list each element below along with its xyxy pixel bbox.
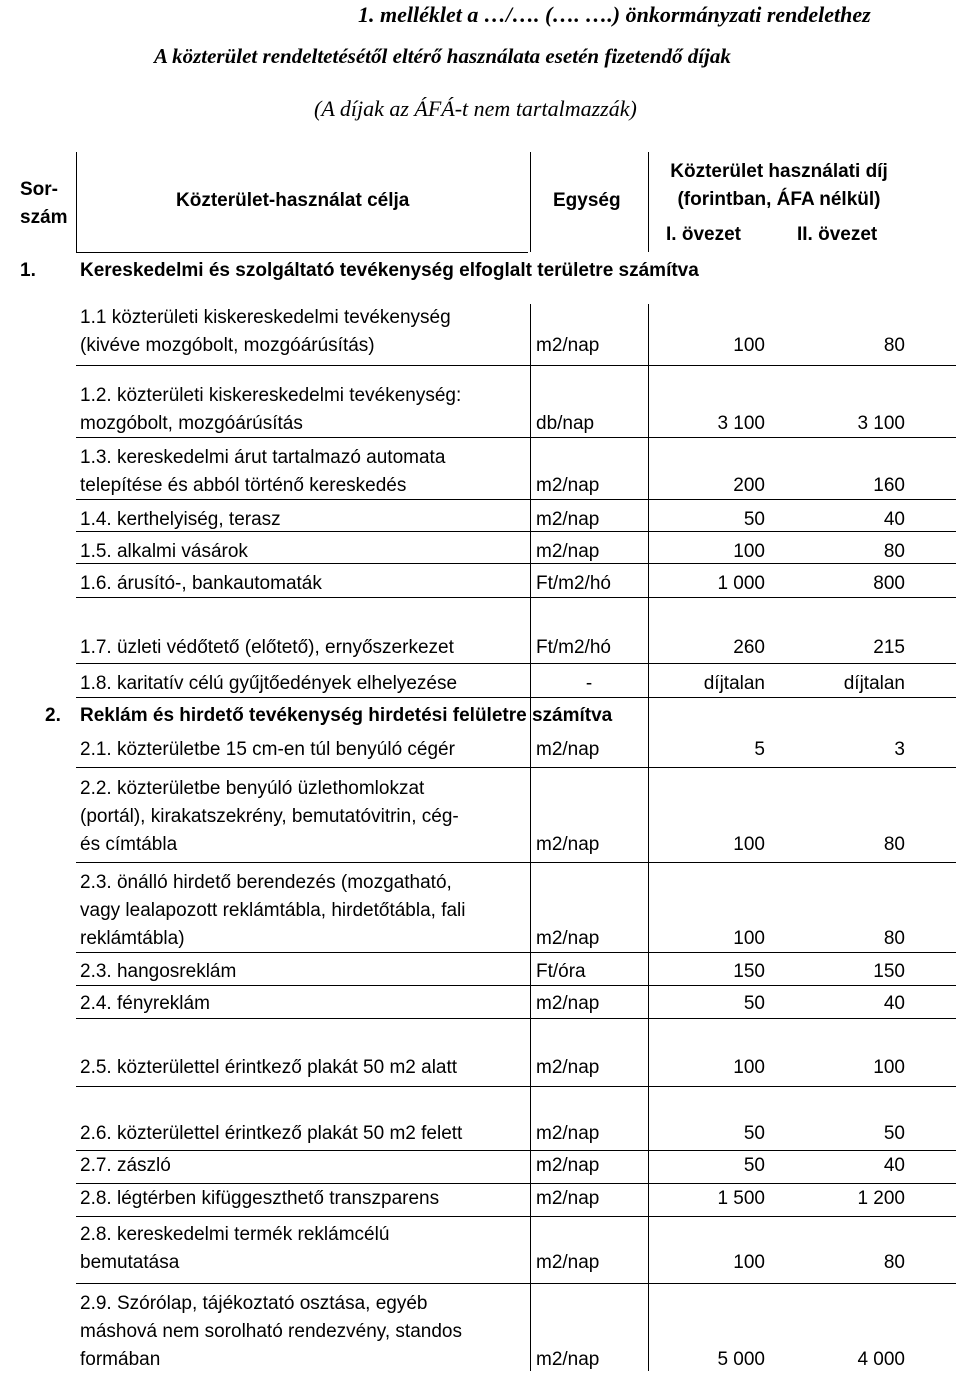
row-unit: db/nap <box>536 413 595 434</box>
row-purpose: 2.4. fényreklám <box>80 993 210 1014</box>
row-purpose: 2.3. önálló hirdető berendezés (mozgatható, vagy lealapozott reklámtábla, hirdetőtábla, fali reklámtábla) <box>80 872 466 949</box>
row-purpose: 1.1 közterületi kiskereskedelmi tevékenység (kivéve mozgóbolt, mozgóárúsítás) <box>80 307 451 356</box>
row-purpose: 2.6. közterülettel érintkező plakát 50 m2 felett <box>80 1123 463 1144</box>
row-fee-zone1: díjtalan <box>703 673 765 694</box>
row-fee-zone1: 1 500 <box>717 1188 765 1209</box>
row-fee-zone2: 80 <box>883 928 905 949</box>
row-fee-zone2: 100 <box>873 1057 905 1078</box>
header-sorszam: Sor- szám <box>20 179 68 228</box>
row-purpose: 2.7. zászló <box>80 1155 171 1176</box>
row-purpose: 1.8. karitatív célú gyűjtőedények elhelyezése <box>80 673 458 694</box>
annex-title: 1. melléklet a …/…. (…. ….) önkormányzati rendelethez <box>358 2 871 27</box>
row-fee-zone2: 40 <box>883 509 905 530</box>
row-unit: m2/nap <box>536 928 600 949</box>
row-divider <box>76 365 956 366</box>
row-unit: m2/nap <box>536 1188 600 1209</box>
row-unit: m2/nap <box>536 1349 600 1370</box>
section-divider <box>76 252 528 253</box>
row-divider <box>76 663 956 664</box>
document-title: A közterület rendeltetésétől eltérő használata esetén fizetendő díjak <box>154 44 731 68</box>
row-unit: m2/nap <box>536 1155 600 1176</box>
row-purpose: 1.3. kereskedelmi árut tartalmazó automata telepítése és abból történő kereskedés <box>80 447 446 496</box>
row-unit: Ft/m2/hó <box>536 637 611 658</box>
row-purpose: 2.9. Szórólap, tájékoztató osztása, egyéb máshová nem sorolható rendezvény, standos formában <box>80 1293 462 1370</box>
row-unit: m2/nap <box>536 1123 600 1144</box>
row-unit: Ft/óra <box>536 961 586 982</box>
row-fee-zone2: 80 <box>883 541 905 562</box>
row-fee-zone1: 3 100 <box>717 413 765 434</box>
row-fee-zone1: 100 <box>733 1252 765 1273</box>
header-divider <box>76 152 77 252</box>
header-zone2: II. övezet <box>797 224 878 245</box>
row-unit: m2/nap <box>536 1057 600 1078</box>
row-divider <box>76 1018 956 1019</box>
row-fee-zone1: 100 <box>733 1057 765 1078</box>
row-fee-zone2: 160 <box>873 475 905 496</box>
row-fee-zone1: 50 <box>743 509 765 530</box>
row-fee-zone2: 800 <box>873 573 905 594</box>
row-fee-zone2: 80 <box>883 335 905 356</box>
section-1-title: Kereskedelmi és szolgáltató tevékenység elfoglalt területre számítva <box>80 260 699 281</box>
row-purpose: 2.2. közterületbe benyúló üzlethomlokzat (portál), kirakatszekrény, bemutatóvitrin, cég- és címtábla <box>80 778 459 855</box>
row-purpose: 2.8. kereskedelmi termék reklámcélú bemutatása <box>80 1224 390 1273</box>
row-fee-zone2: díjtalan <box>843 673 905 694</box>
row-fee-zone2: 3 <box>894 739 905 760</box>
row-purpose: 2.1. közterületbe 15 cm-en túl benyúló cégér <box>80 739 455 760</box>
row-fee-zone2: 1 200 <box>857 1188 905 1209</box>
row-purpose: 2.3. hangosreklám <box>80 961 237 982</box>
section-1-number: 1. <box>20 260 36 281</box>
header-purpose: Közterület-használat célja <box>176 190 410 211</box>
row-unit: - <box>585 673 593 694</box>
section-2-number: 2. <box>45 705 61 726</box>
row-fee-zone1: 1 000 <box>717 573 765 594</box>
row-fee-zone2: 215 <box>873 637 905 658</box>
header-unit: Egység <box>553 190 621 211</box>
row-purpose: 1.6. árusító-, bankautomaták <box>80 573 322 594</box>
row-divider <box>76 1150 956 1151</box>
row-fee-zone1: 5 000 <box>717 1349 765 1370</box>
row-fee-zone2: 40 <box>883 1155 905 1176</box>
row-fee-zone1: 150 <box>733 961 765 982</box>
row-unit: m2/nap <box>536 475 600 496</box>
row-unit: m2/nap <box>536 541 600 562</box>
row-fee-zone1: 100 <box>733 834 765 855</box>
row-unit: m2/nap <box>536 739 600 760</box>
row-fee-zone1: 5 <box>754 739 765 760</box>
row-purpose: 2.5. közterülettel érintkező plakát 50 m2 alatt <box>80 1057 458 1078</box>
row-fee-zone2: 80 <box>883 834 905 855</box>
row-fee-zone2: 3 100 <box>857 413 905 434</box>
row-divider <box>76 862 956 863</box>
row-fee-zone2: 4 000 <box>857 1349 905 1370</box>
row-fee-zone1: 200 <box>733 475 765 496</box>
header-fee: Közterület használati díj (forintban, ÁFA nélkül) <box>670 161 888 210</box>
row-unit: m2/nap <box>536 335 600 356</box>
row-purpose: 1.2. közterületi kiskereskedelmi tevékenység: mozgóbolt, mozgóárúsítás <box>80 385 462 434</box>
row-fee-zone1: 100 <box>733 541 765 562</box>
row-divider <box>76 767 956 768</box>
row-divider <box>76 1086 956 1087</box>
row-divider <box>76 1283 956 1284</box>
header-divider <box>530 152 531 252</box>
vat-note: (A díjak az ÁFÁ-t nem tartalmazzák) <box>314 96 637 121</box>
row-fee-zone2: 150 <box>873 961 905 982</box>
row-divider <box>76 1216 956 1217</box>
row-fee-zone1: 50 <box>743 1123 765 1144</box>
row-unit: m2/nap <box>536 993 600 1014</box>
section-2-title: Reklám és hirdető tevékenység hirdetési felületre számítva <box>80 705 613 726</box>
row-divider <box>76 1183 956 1184</box>
row-fee-zone1: 50 <box>743 993 765 1014</box>
row-unit: m2/nap <box>536 834 600 855</box>
row-fee-zone1: 100 <box>733 928 765 949</box>
row-fee-zone1: 50 <box>743 1155 765 1176</box>
row-fee-zone2: 40 <box>883 993 905 1014</box>
row-fee-zone2: 80 <box>883 1252 905 1273</box>
row-purpose: 1.4. kerthelyiség, terasz <box>80 509 281 530</box>
row-unit: m2/nap <box>536 1252 600 1273</box>
row-fee-zone1: 100 <box>733 335 765 356</box>
row-purpose: 2.8. légtérben kifüggeszthető transzparens <box>80 1188 440 1209</box>
row-purpose: 1.5. alkalmi vásárok <box>80 541 248 562</box>
row-fee-zone1: 260 <box>733 637 765 658</box>
row-unit: m2/nap <box>536 509 600 530</box>
row-unit: Ft/m2/hó <box>536 573 611 594</box>
row-purpose: 1.7. üzleti védőtető (előtető), ernyőszerkezet <box>80 637 454 658</box>
header-zone1: I. övezet <box>666 224 741 245</box>
row-fee-zone2: 50 <box>883 1123 905 1144</box>
